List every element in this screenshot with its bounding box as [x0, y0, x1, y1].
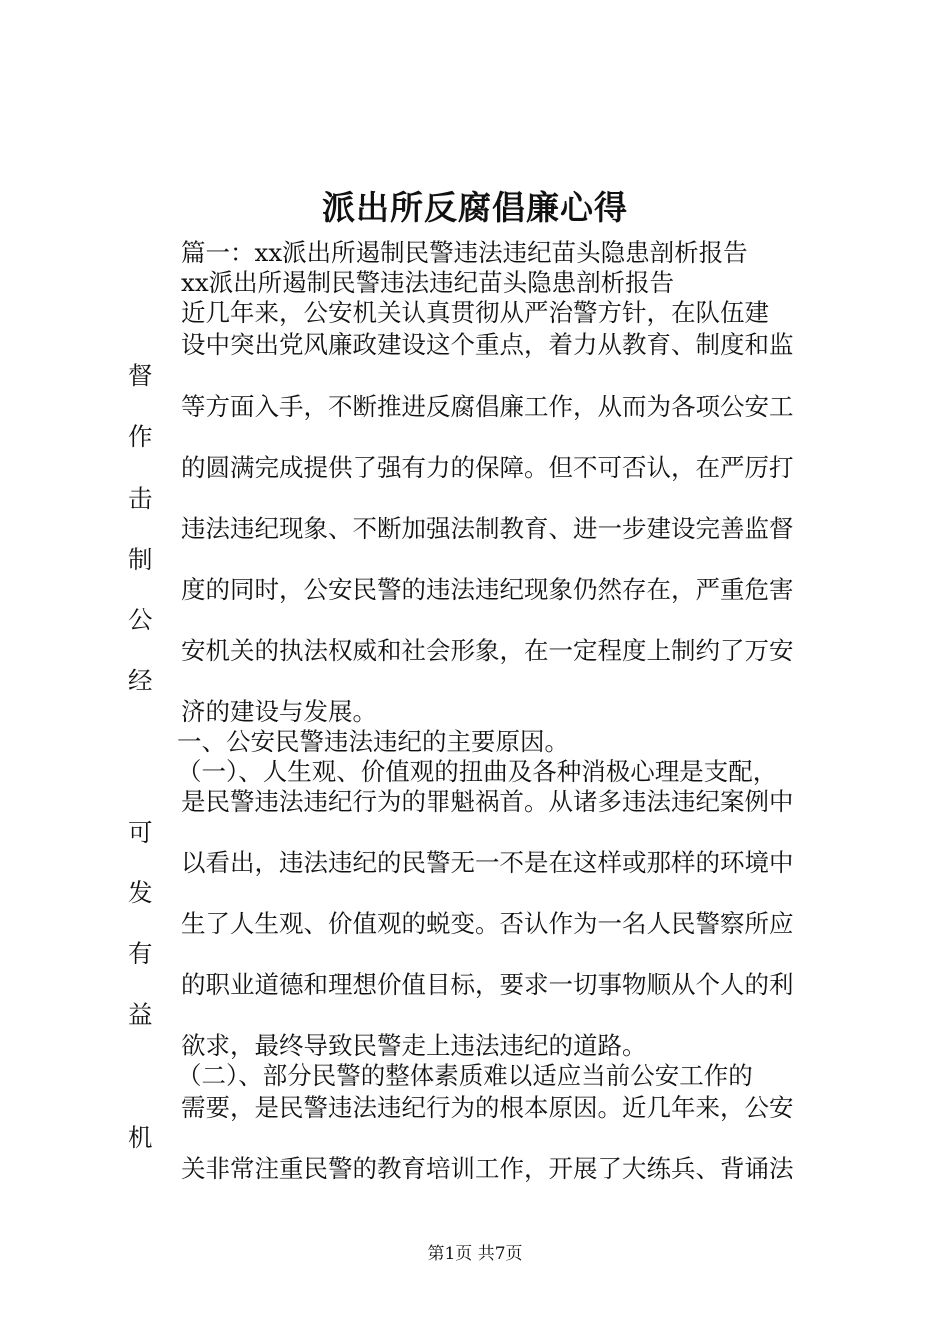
text-line: （二）、部分民警的整体素质难以适应当前公安工作的 — [177, 1061, 753, 1090]
text-line: 生了人生观、价值观的蜕变。否认作为一名人民警察所应 — [181, 909, 794, 938]
text-line: 篇一：xx派出所遏制民警违法违纪苗头隐患剖析报告 — [181, 238, 748, 267]
text-line: 一、公安民警违法违纪的主要原因。 — [177, 727, 569, 756]
side-char: 有 — [128, 939, 153, 968]
text-line: 欲求，最终导致民警走上违法违纪的道路。 — [181, 1031, 647, 1060]
text-line: 是民警违法违纪行为的罪魁祸首。从诸多违法违纪案例中 — [181, 787, 794, 816]
page-footer: 第1页 共7页 — [427, 1244, 523, 1264]
text-line: 度的同时，公安民警的违法违纪现象仍然存在，严重危害 — [181, 575, 794, 604]
side-char: 机 — [128, 1123, 153, 1152]
side-char: 发 — [128, 878, 153, 907]
text-line: 等方面入手，不断推进反腐倡廉工作，从而为各项公安工 — [181, 392, 794, 421]
text-line: 关非常注重民警的教育培训工作，开展了大练兵、背诵法 — [181, 1154, 794, 1183]
document-title: 派出所反腐倡廉心得 — [322, 188, 628, 227]
text-line: 近几年来，公安机关认真贯彻从严治警方针，在队伍建 — [181, 298, 769, 327]
side-char: 制 — [128, 545, 153, 574]
text-line: 的圆满完成提供了强有力的保障。但不可否认，在严厉打 — [181, 453, 794, 482]
text-line: 济的建设与发展。 — [181, 697, 377, 726]
text-line: 安机关的执法权威和社会形象，在一定程度上制约了万安 — [181, 636, 794, 665]
text-line: xx派出所遏制民警违法违纪苗头隐患剖析报告 — [181, 268, 675, 297]
text-line: 的职业道德和理想价值目标，要求一切事物顺从个人的利 — [181, 970, 794, 999]
side-char: 作 — [128, 422, 153, 451]
text-line: 设中突出党风廉政建设这个重点，着力从教育、制度和监 — [181, 330, 794, 359]
text-line: （一）、人生观、价值观的扭曲及各种消极心理是支配， — [177, 757, 778, 786]
side-char: 益 — [128, 1000, 153, 1029]
text-line: 以看出，违法违纪的民警无一不是在这样或那样的环境中 — [181, 848, 794, 877]
side-char: 击 — [128, 484, 153, 513]
side-char: 可 — [128, 818, 153, 847]
text-line: 违法违纪现象、不断加强法制教育、进一步建设完善监督 — [181, 514, 794, 543]
side-char: 经 — [128, 666, 153, 695]
side-char: 公 — [128, 605, 153, 634]
text-line: 需要，是民警违法违纪行为的根本原因。近几年来，公安 — [181, 1093, 794, 1122]
side-char: 督 — [128, 361, 153, 390]
